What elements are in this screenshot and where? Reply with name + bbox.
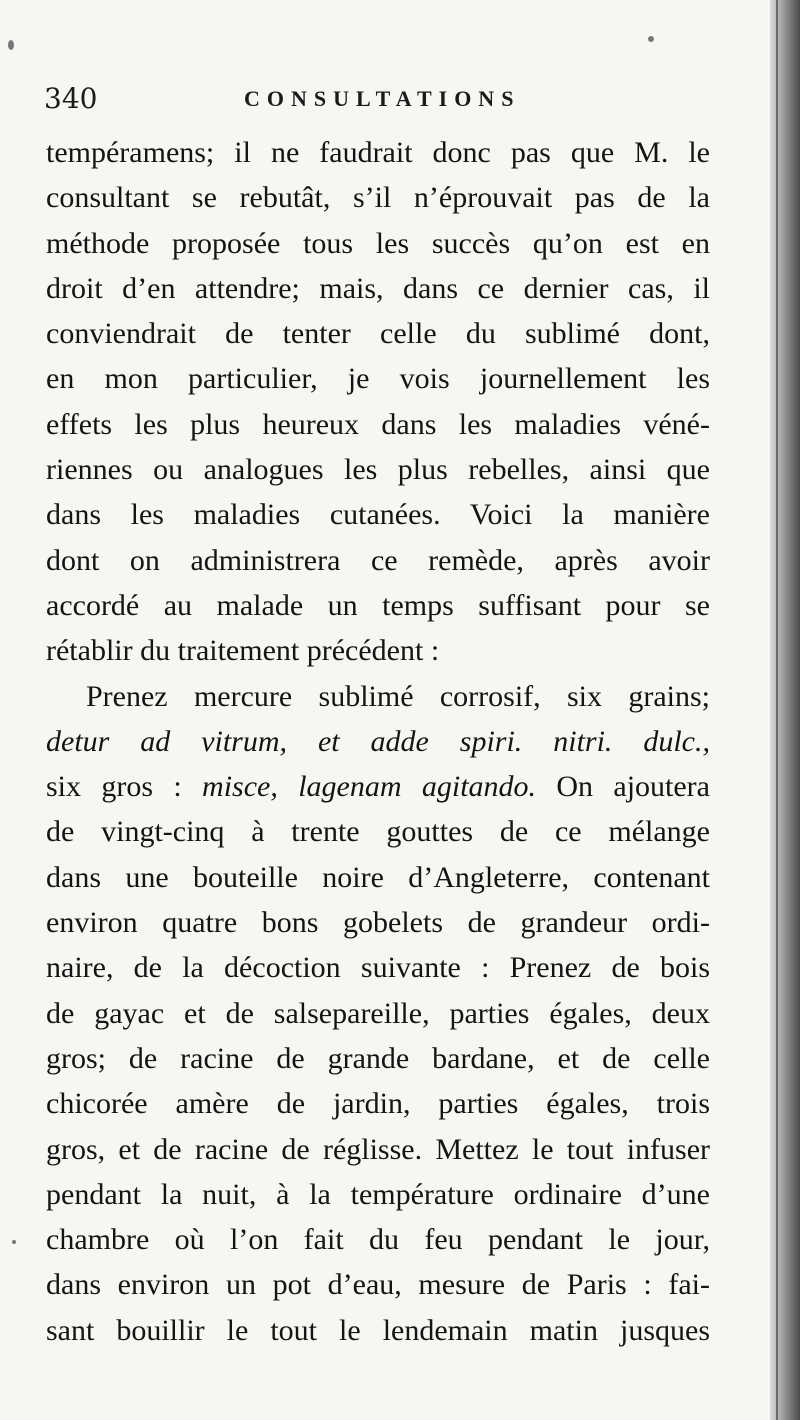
text-line: méthode proposée tous les succès qu’on est en — [46, 226, 710, 260]
text-line: droit d’en attendre; mais, dans ce dernier cas, il — [46, 271, 710, 305]
text-line: gros, et de racine de réglisse. Mettez le tout infuser — [46, 1132, 710, 1166]
text-line: dans une bouteille noire d’Angleterre, contenant — [46, 860, 710, 894]
text-line: dans les maladies cutanées. Voici la manière — [46, 498, 710, 532]
text-line: accordé au malade un temps suffisant pour se — [46, 588, 710, 622]
recipe-line — [46, 764, 710, 809]
ink-speck — [648, 36, 654, 42]
ink-speck — [12, 1240, 16, 1244]
text-line: naire, de la décoction suivante : Prenez de bois — [46, 951, 710, 985]
text-line: de gayac et de salsepareille, parties égales, deux — [46, 996, 710, 1030]
body-text — [46, 130, 710, 1353]
text-line: conviendrait de tenter celle du sublimé dont, — [46, 317, 710, 351]
recipe-text: On ajoutera — [536, 770, 710, 804]
text-line: chicorée amère de jardin, parties égales, trois — [46, 1087, 710, 1121]
text-line: de vingt-cinq à trente gouttes de ce mélange — [46, 815, 710, 849]
text-line: effets les plus heureux dans les maladies véné- — [46, 407, 710, 441]
text-line: rétablir du traitement précédent : — [46, 634, 440, 668]
ink-speck — [8, 40, 14, 50]
page-edge-line — [776, 0, 778, 1420]
text-line: environ quatre bons gobelets de grandeur ordi- — [46, 906, 710, 940]
page-number: 340 — [44, 82, 98, 115]
recipe-text: six gros : — [46, 770, 203, 804]
text-line: en mon particulier, je vois journellement les — [46, 362, 710, 396]
recipe-line: Prenez mercure sublimé corrosif, six grains; — [86, 679, 710, 713]
recipe-line-latin: detur ad vitrum, et adde spiri. nitri. dulc., — [46, 724, 710, 758]
text-line: riennes ou analogues les plus rebelles, ainsi que — [46, 453, 710, 487]
text-line: dont on administrera ce remède, après avoir — [46, 543, 710, 577]
running-head: CONSULTATIONS — [244, 86, 521, 111]
text-line: tempéramens; il ne faudrait donc pas que M. le — [46, 136, 710, 169]
text-line: sant bouillir le tout le lendemain matin jusques — [46, 1313, 710, 1347]
text-line: chambre où l’on fait du feu pendant le jour, — [46, 1223, 710, 1257]
text-line: pendant la nuit, à la température ordinaire d’une — [46, 1177, 710, 1211]
recipe-latin-text: misce, lagenam agitando. — [202, 770, 537, 804]
text-line: dans environ un pot d’eau, mesure de Paris : fai- — [46, 1268, 710, 1302]
page-edge-shadow — [770, 0, 800, 1420]
text-line: gros; de racine de grande bardane, et de celle — [46, 1041, 710, 1075]
text-line: consultant se rebutât, s’il n’éprouvait pas de la — [46, 181, 710, 215]
page-header — [44, 82, 744, 122]
